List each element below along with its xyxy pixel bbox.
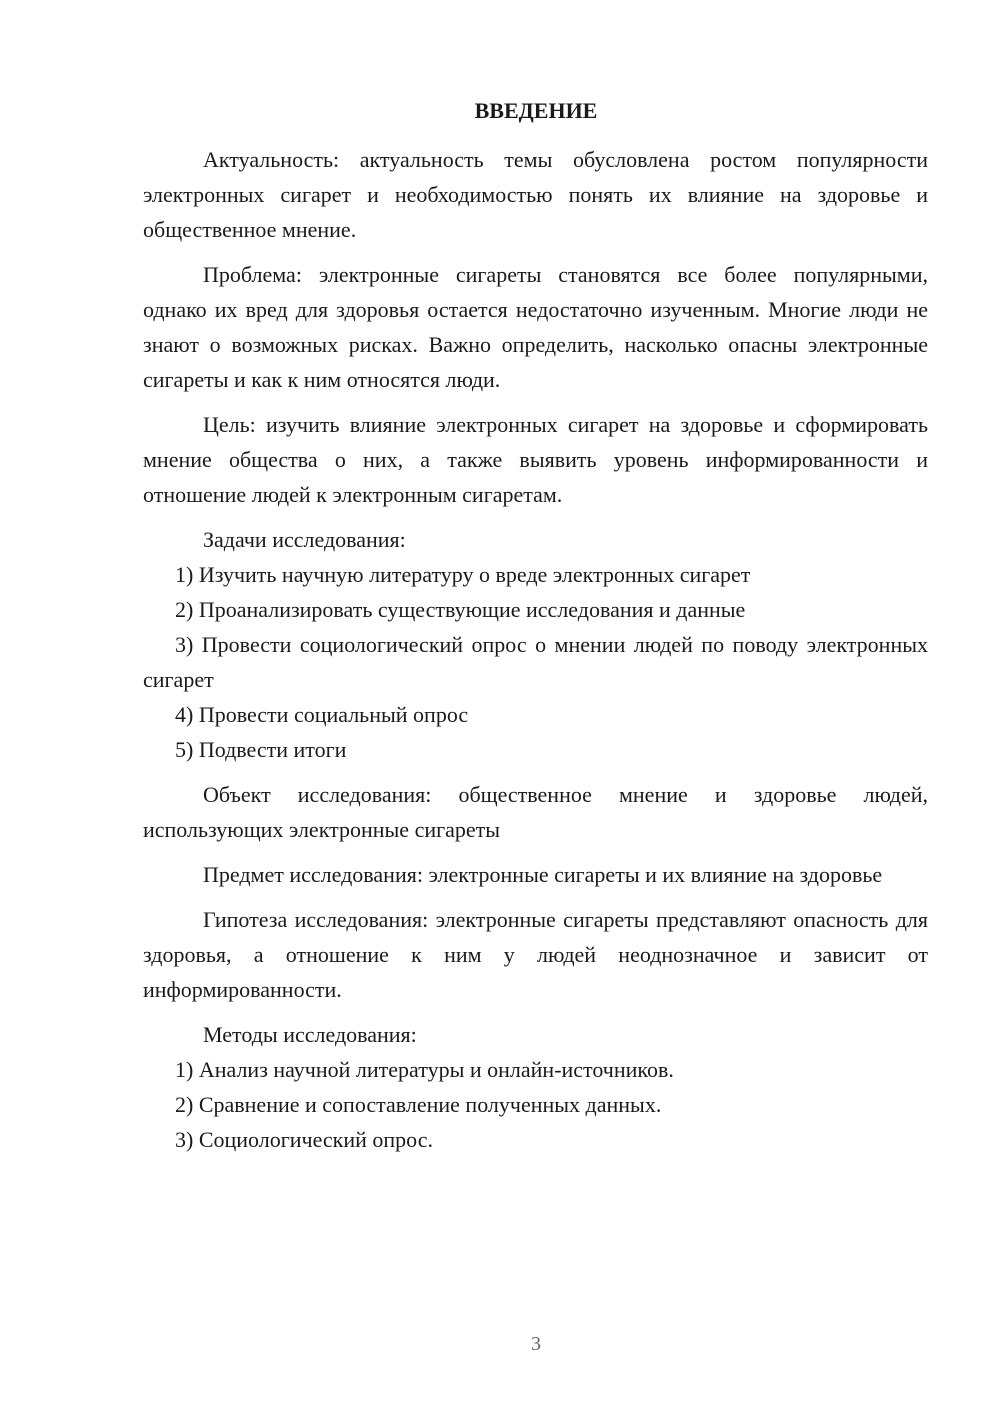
tasks-heading: Задачи исследования:	[203, 527, 406, 552]
paragraph-problem: Проблема: электронные сигареты становятся все более популярными, однако их вред для здоровья остается недостаточно изученным. Многие люди не знают о возможных рисках. Важно определить, насколько опасны электронные сигареты и как к ним относятся люди.	[143, 262, 928, 392]
paragraph-goal: Цель: изучить влияние электронных сигарет на здоровье и сформировать мнение общества о них, а также выявить уровень информированности и отношение людей к электронным сигаретам.	[143, 412, 928, 507]
method-item: 2) Сравнение и сопоставление полученных данных.	[175, 1092, 662, 1117]
task-item: 5) Подвести итоги	[175, 737, 347, 762]
task-item: 4) Провести социальный опрос	[175, 702, 469, 727]
task-item: 3) Провести социологический опрос о мнении людей по поводу электронных сигарет	[143, 632, 928, 692]
methods-heading: Методы исследования:	[203, 1022, 417, 1047]
page-content	[143, 142, 928, 1157]
page-number: 3	[531, 1333, 541, 1355]
paragraph-hypothesis: Гипотеза исследования: электронные сигареты представляют опасность для здоровья, а отношение к ним у людей неоднозначное и зависит от информированности.	[143, 907, 928, 1002]
tasks-list	[143, 557, 928, 767]
method-item: 1) Анализ научной литературы и онлайн-источников.	[175, 1057, 674, 1082]
task-item: 1) Изучить научную литературу о вреде электронных сигарет	[175, 562, 751, 587]
method-item: 3) Социологический опрос.	[175, 1127, 433, 1152]
task-item: 2) Проанализировать существующие исследования и данные	[175, 597, 746, 622]
section-title: ВВЕДЕНИЕ	[474, 98, 598, 123]
paragraph-subject: Предмет исследования: электронные сигареты и их влияние на здоровье	[203, 862, 883, 887]
paragraph-relevance: Актуальность: актуальность темы обусловлена ростом популярности электронных сигарет и необходимостью понять их влияние на здоровье и общественное мнение.	[143, 147, 928, 242]
methods-list	[143, 1052, 928, 1157]
paragraph-object: Объект исследования: общественное мнение и здоровье людей, использующих электронные сигареты	[143, 782, 928, 842]
